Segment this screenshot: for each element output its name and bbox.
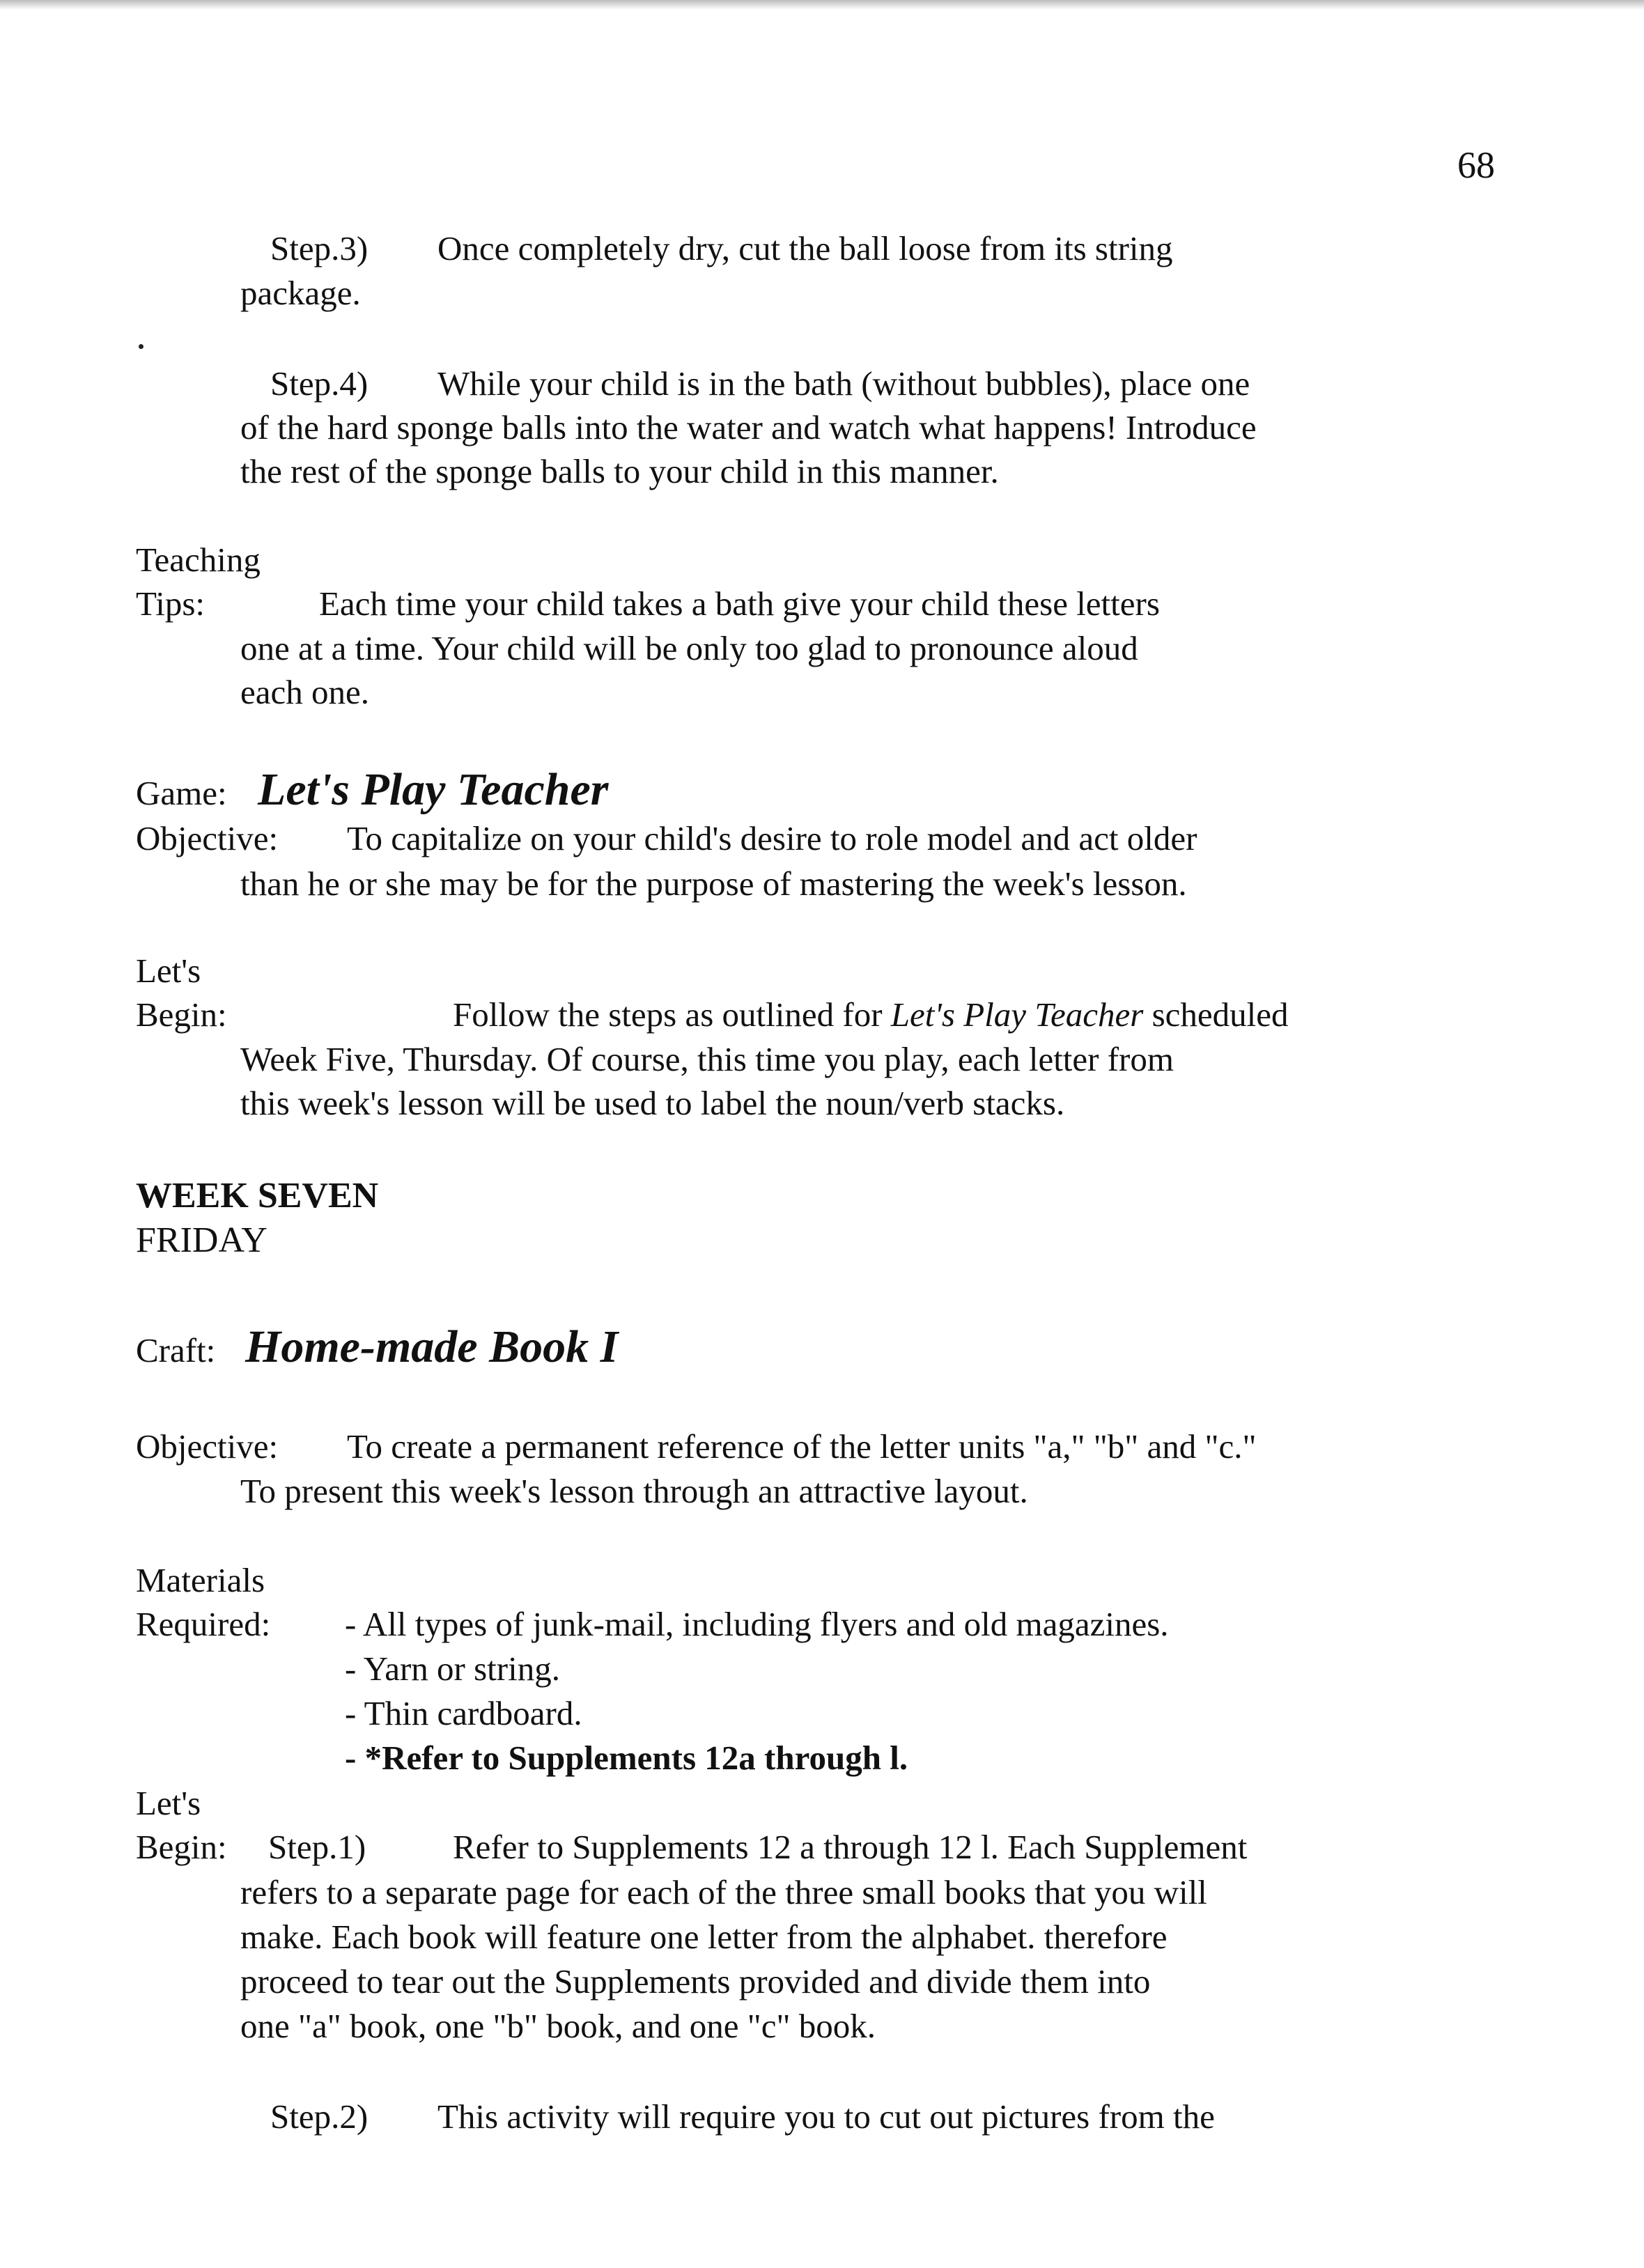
craft-step1-line5: one "a" book, one "b" book, and one "c" book. (240, 2007, 876, 2045)
stray-dot-mark (139, 344, 144, 349)
game-begin-label-1: Let's (136, 952, 201, 990)
step3-label: Step.3) (270, 229, 369, 267)
materials-item: - Thin cardboard. (345, 1694, 582, 1732)
step4-line3: the rest of the sponge balls to your child in this manner. (240, 452, 999, 490)
materials-item-supplements: - *Refer to Supplements 12a through l. (345, 1739, 908, 1777)
craft-step2-label: Step.2) (270, 2097, 369, 2136)
craft-step1-label: Step.1) (268, 1828, 366, 1866)
game-begin-line1-pre: Follow the steps as outlined for (453, 995, 891, 1034)
game-begin-line2: Week Five, Thursday. Of course, this time you play, each letter from (240, 1040, 1174, 1078)
teaching-tips-line1: Each time your child takes a bath give your child these letters (319, 584, 1160, 623)
craft-step1-line2: refers to a separate page for each of the three small books that you will (240, 1873, 1207, 1911)
step4-line1: While your child is in the bath (without bubbles), place one (437, 364, 1250, 403)
craft-begin-label-1: Let's (136, 1784, 201, 1822)
game-begin-line3: this week's lesson will be used to label the noun/verb stacks. (240, 1084, 1065, 1122)
page-number: 68 (1457, 144, 1495, 186)
teaching-tips-line3: each one. (240, 673, 369, 711)
materials-item: - Yarn or string. (345, 1649, 560, 1688)
game-objective-line1: To capitalize on your child's desire to role model and act older (347, 819, 1197, 857)
materials-item: - All types of junk-mail, including flyers and old magazines. (345, 1605, 1169, 1643)
day-heading: FRIDAY (136, 1220, 267, 1260)
game-label: Game: (136, 774, 227, 812)
step3-line1: Once completely dry, cut the ball loose from its string (437, 229, 1173, 267)
materials-label-1: Materials (136, 1561, 265, 1599)
craft-objective-label: Objective: (136, 1427, 279, 1466)
teaching-tips-label-1: Teaching (136, 541, 261, 579)
game-begin-line1-italic: Let's Play Teacher (890, 995, 1144, 1034)
game-objective-label: Objective: (136, 819, 279, 857)
teaching-tips-label-2: Tips: (136, 584, 206, 623)
craft-title: Home-made Book I (245, 1321, 619, 1372)
step3-line2: package. (240, 274, 361, 312)
materials-label-2: Required: (136, 1605, 271, 1643)
craft-step1-line3: make. Each book will feature one letter from the alphabet. therefore (240, 1918, 1168, 1956)
craft-step2-line1: This activity will require you to cut out pictures from the (437, 2097, 1215, 2136)
game-objective-line2: than he or she may be for the purpose of mastering the week's lesson. (240, 864, 1187, 903)
teaching-tips-line2: one at a time. Your child will be only too glad to pronounce aloud (240, 629, 1138, 667)
step4-line2: of the hard sponge balls into the water and watch what happens! Introduce (240, 408, 1257, 446)
craft-begin-label-2: Begin: (136, 1828, 227, 1866)
craft-objective-line1: To create a permanent reference of the letter units "a," "b" and "c." (347, 1427, 1257, 1466)
step4-label: Step.4) (270, 364, 369, 403)
game-begin-line1-post: scheduled (1143, 995, 1289, 1034)
game-title: Let's Play Teacher (258, 764, 609, 815)
game-begin-line1 (453, 995, 1289, 1035)
game-begin-label-2: Begin: (136, 995, 227, 1034)
craft-step1-line1: Refer to Supplements 12 a through 12 l. Each Supplement (453, 1828, 1248, 1866)
craft-label: Craft: (136, 1331, 216, 1369)
craft-objective-line2: To present this week's lesson through an attractive layout. (240, 1472, 1028, 1510)
scan-edge-shadow (0, 0, 1644, 10)
week-heading: WEEK SEVEN (136, 1176, 379, 1215)
craft-step1-line4: proceed to tear out the Supplements provided and divide them into (240, 1962, 1151, 2001)
